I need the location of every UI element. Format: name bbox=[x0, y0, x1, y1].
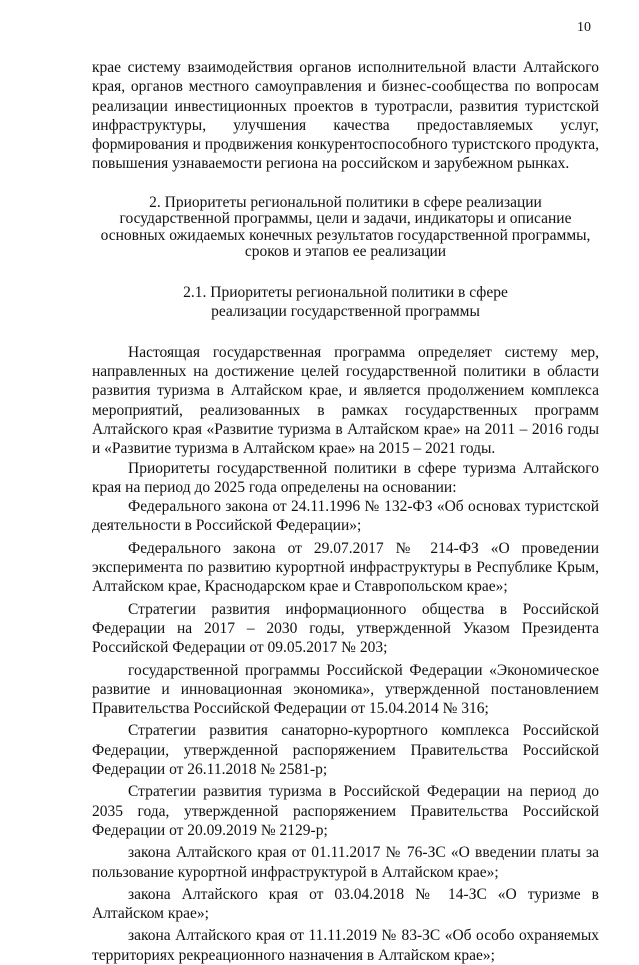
legal-basis-item: закона Алтайского края от 11.11.2019 № 83-ЗС «Об особо охраняемых территориях рекреационного назначения в Алтайском крае»; bbox=[92, 927, 599, 964]
subsection-heading-line: 2.1. Приоритеты региональной политики в сфере bbox=[183, 283, 508, 301]
paragraph: Настоящая государственная программа определяет систему мер, направленных на достижение целей государственной политики в области развития туризма в Алтайском крае, и является продолжением комплекса мероприятий, реализованных в рамках государственных программ Алтайского края «Развитие туризма в Алтайском крае» на 2011 – 2016 годы и «Развитие туризма в Алтайском крае» на 2015 – 2021 годы. bbox=[92, 343, 599, 458]
section-heading-line: государственной программы, цели и задачи, индикаторы и описание bbox=[119, 210, 572, 228]
legal-basis-item: Федерального закона от 24.11.1996 № 132-ФЗ «Об основах туристской деятельности в Российской Федерации»; bbox=[92, 498, 599, 535]
legal-basis-item: Стратегии развития информационного общества в Российской Федерации на 2017 – 2030 годы, утвержденной Указом Президента Российской Федерации от 09.05.2017 № 203; bbox=[92, 600, 599, 657]
section-heading bbox=[92, 195, 599, 261]
legal-basis-item: Стратегии развития туризма в Российской Федерации на период до 2035 года, утвержденной распоряжением Правительства Российской Федерации от 20.09.2019 № 2129-р; bbox=[92, 783, 599, 839]
legal-basis-item: закона Алтайского края от 03.04.2018 № 14-ЗС «О туризме в Алтайском крае»; bbox=[92, 885, 599, 923]
subsection-heading bbox=[92, 283, 599, 321]
paragraph: Приоритеты государственной политики в сфере туризма Алтайского края на период до 2025 года определены на основании: bbox=[92, 459, 599, 496]
section-heading-line: основных ожидаемых конечных результатов государственной программы, bbox=[100, 226, 591, 244]
legal-basis-item: Федерального закона от 29.07.2017 № 214-ФЗ «О проведении эксперимента по развитию курортной инфраструктуры в Республике Крым, Алтайском крае, Краснодарском крае и Ставропольском крае»; bbox=[92, 539, 599, 596]
section-heading-line: сроков и этапов ее реализации bbox=[244, 243, 447, 261]
document-body bbox=[92, 58, 599, 965]
legal-basis-item: закона Алтайского края от 01.11.2017 № 76-ЗС «О введении платы за пользование курортной инфраструктурой в Алтайском крае»; bbox=[92, 844, 599, 881]
legal-basis-item: государственной программы Российской Федерации «Экономическое развитие и инновационная экономика», утвержденной постановлением Правительства Российской Федерации от 15.04.2014 № 316; bbox=[92, 661, 599, 718]
subsection-heading-line: реализации государственной программы bbox=[211, 302, 480, 320]
legal-basis-item: Стратегии развития санаторно-курортного комплекса Российской Федерации, утвержденной распоряжением Правительства Российской Федерации от 26.11.2018 № 2581-р; bbox=[92, 722, 599, 779]
section-heading-line: 2. Приоритеты региональной политики в сфере реализации bbox=[149, 193, 542, 211]
page-number: 10 bbox=[577, 20, 591, 35]
intro-paragraph: крае систему взаимодействия органов исполнительной власти Алтайского края, органов местного самоуправления и бизнес-сообщества по вопросам реализации инвестиционных проектов в туротрасли, развития туристской инфраструктуры, улучшения качества предоставляемых услуг, формирования и продвижения конкурентоспособного туристского продукта, повышения узнаваемости региона на российском и зарубежном рынках. bbox=[92, 59, 599, 173]
